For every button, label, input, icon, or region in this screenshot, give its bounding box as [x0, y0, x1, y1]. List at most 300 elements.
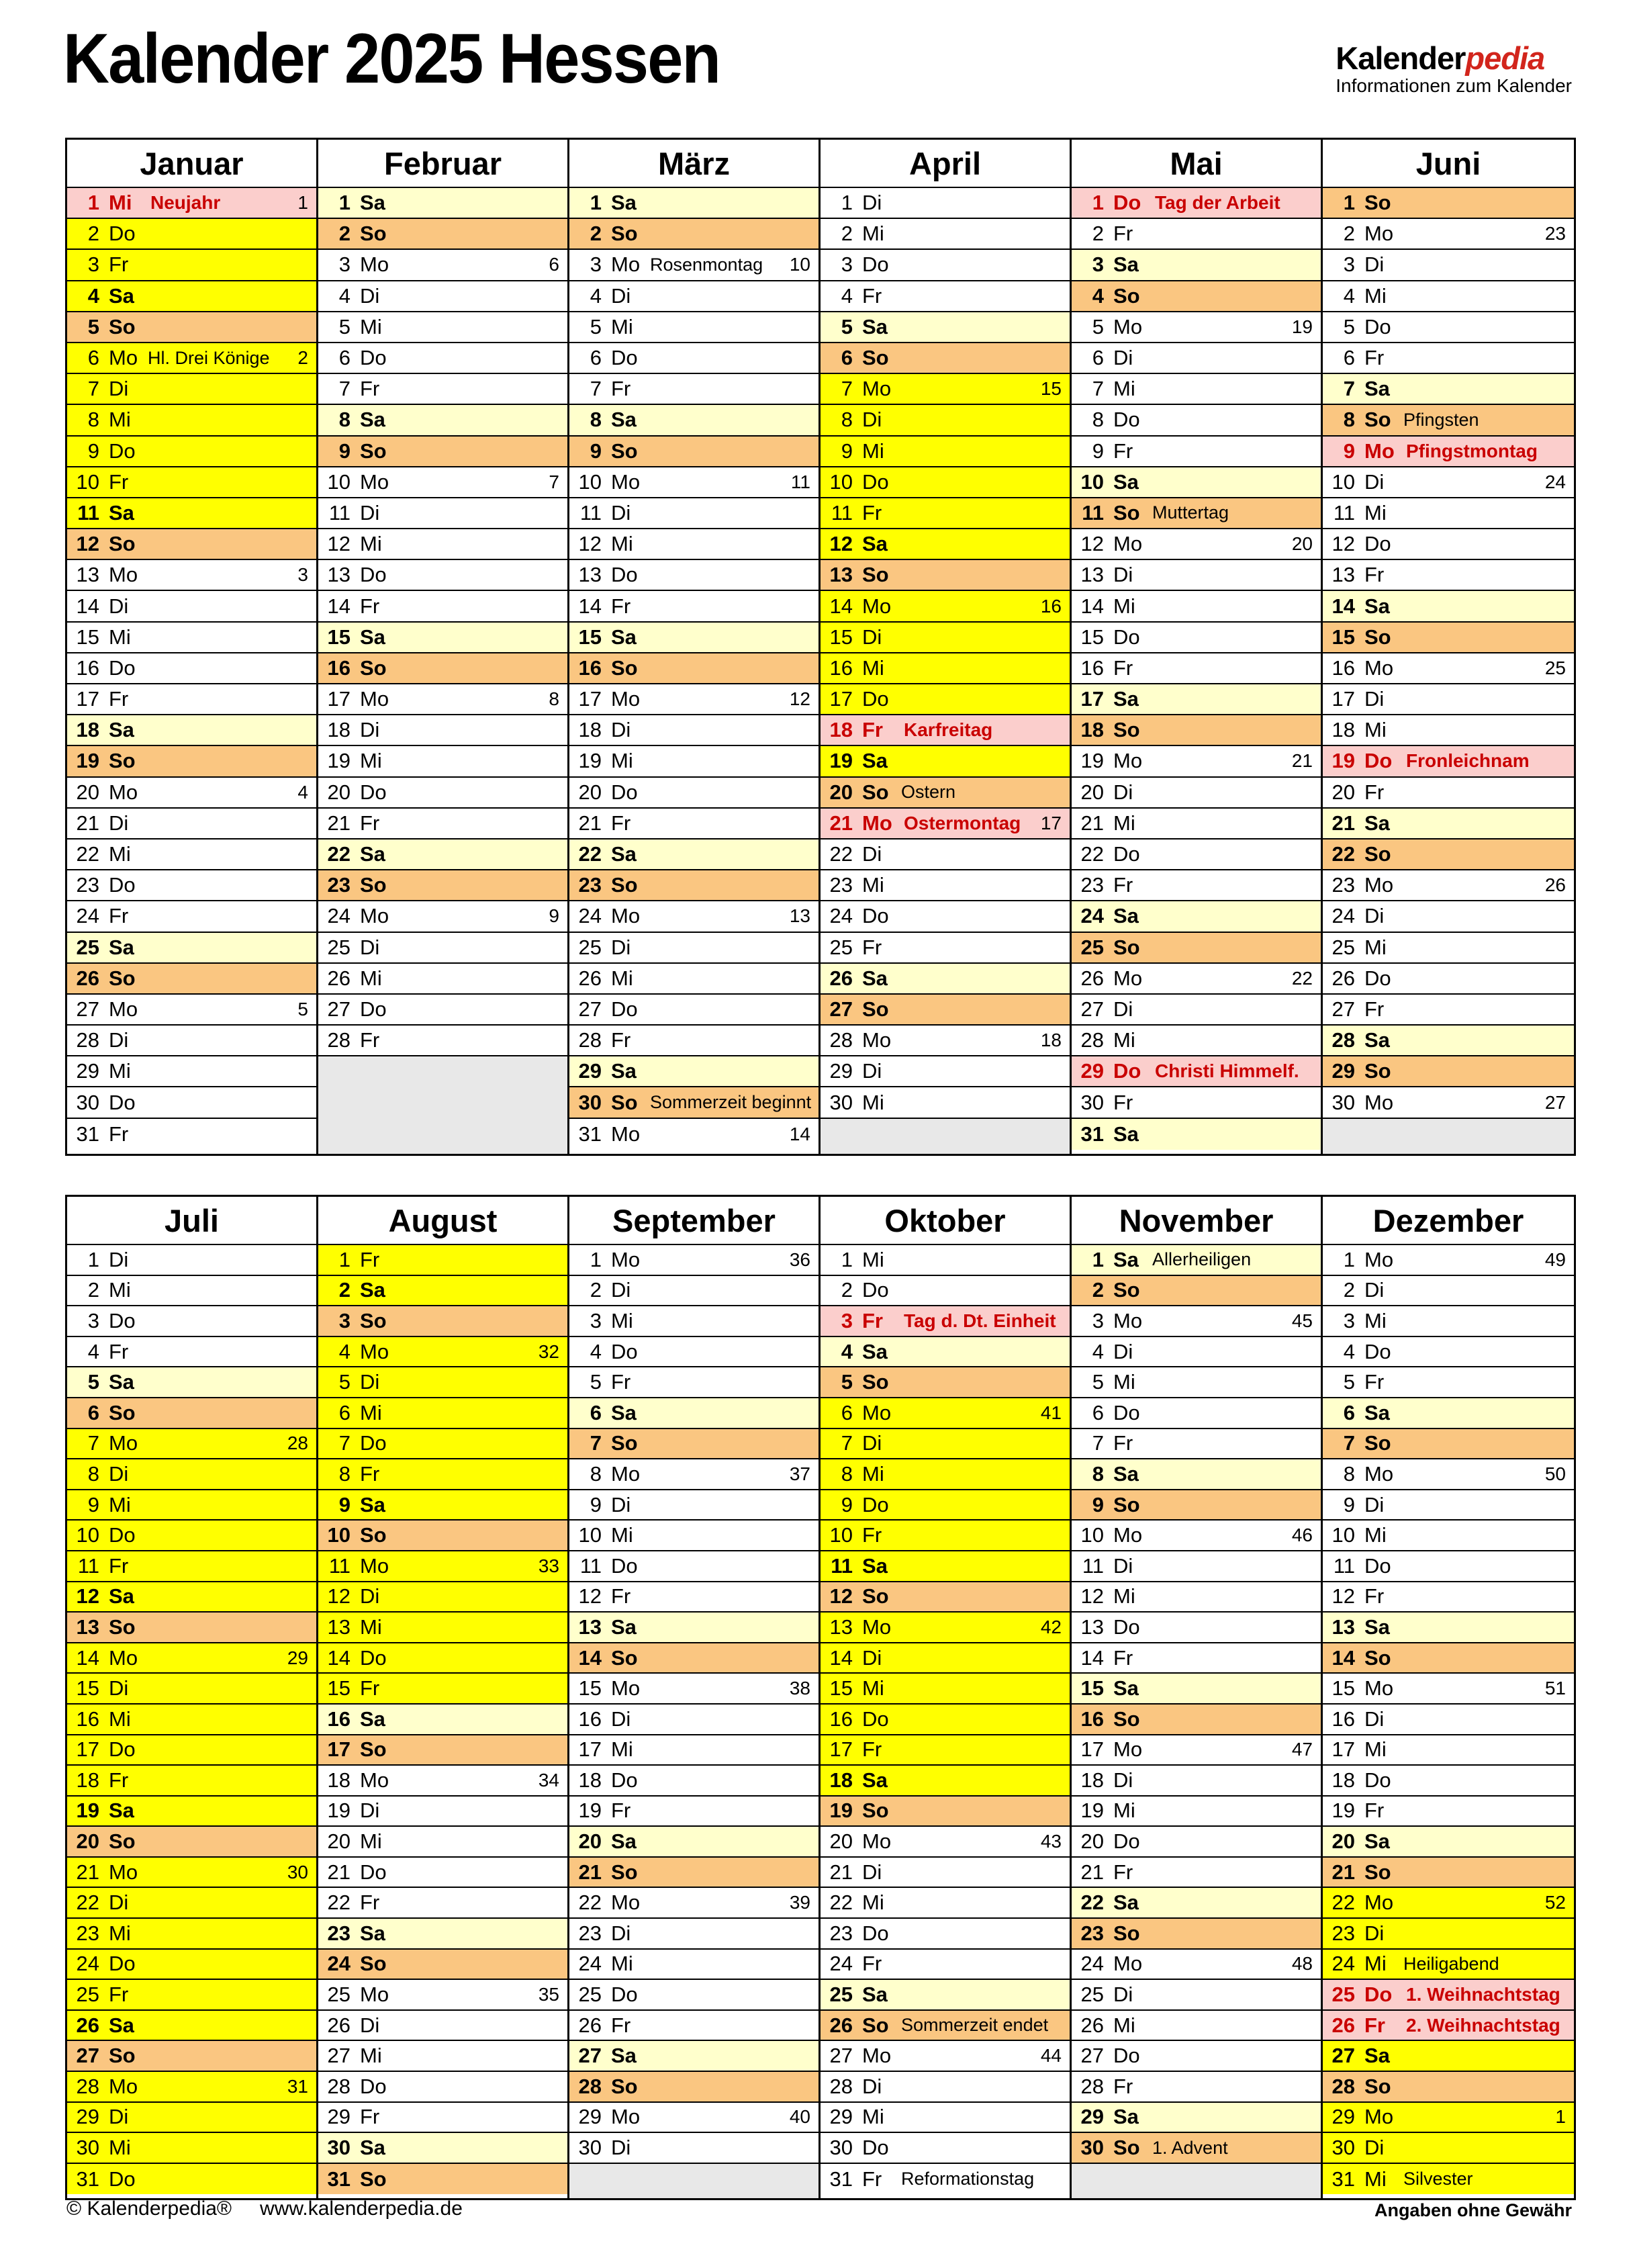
weekday-abbr: Mi [1364, 283, 1387, 308]
month-column-januar [67, 140, 318, 1154]
weekday-abbr: So [360, 1737, 387, 1762]
weekday-abbr: Sa [611, 408, 637, 432]
day-number: 24 [327, 904, 351, 928]
weekday-abbr: Do [109, 1308, 136, 1332]
day-row [569, 312, 819, 343]
day-number: 17 [327, 1737, 351, 1762]
day-row [67, 219, 316, 250]
weekday-abbr: Di [1364, 1921, 1385, 1945]
weekday-abbr: Mi [109, 1278, 131, 1302]
weekday-abbr: Mo [109, 2074, 138, 2098]
day-number: 18 [327, 718, 351, 742]
day-number: 29 [829, 1059, 853, 1083]
weekday-abbr: Sa [611, 842, 637, 866]
day-number: 15 [327, 1676, 351, 1700]
day-number: 21 [1080, 811, 1104, 835]
weekday-abbr: Mi [360, 314, 382, 338]
day-number: 4 [590, 1339, 602, 1363]
day-row [1072, 995, 1321, 1026]
day-row [67, 623, 316, 653]
weekday-abbr: So [1113, 1921, 1140, 1945]
day-number: 2 [1343, 222, 1355, 246]
day-number: 13 [327, 563, 351, 587]
month-header: Juli [67, 1197, 316, 1245]
day-number: 2 [338, 1278, 351, 1302]
weekday-abbr: Sa [1364, 1615, 1390, 1639]
day-number: 3 [590, 1308, 602, 1332]
day-row [1323, 188, 1574, 219]
day-number: 19 [829, 1799, 853, 1823]
day-number: 2 [590, 222, 602, 246]
day-number: 23 [578, 873, 602, 897]
weekday-abbr: Di [1364, 2136, 1385, 2160]
weekday-abbr: Mi [109, 1059, 131, 1083]
day-number: 2 [1343, 1278, 1355, 1302]
weekday-abbr: Fr [862, 1737, 882, 1762]
day-number: 25 [76, 935, 99, 959]
day-number: 9 [87, 439, 99, 463]
day-row [318, 1674, 567, 1705]
weekday-abbr: Do [109, 873, 136, 897]
weekday-abbr: Do [1113, 408, 1140, 432]
day-row [569, 219, 819, 250]
day-number: 10 [1332, 1523, 1355, 1547]
day-row [318, 2041, 567, 2072]
day-number: 28 [327, 2074, 351, 2098]
day-number: 15 [829, 1676, 853, 1700]
weekday-abbr: Do [862, 253, 889, 277]
day-row [1323, 1026, 1574, 1056]
day-number: 21 [578, 1860, 602, 1884]
day-row [1072, 1119, 1321, 1150]
day-number: 9 [338, 1492, 351, 1516]
day-number: 17 [578, 687, 602, 711]
weekday-abbr: Mi [1364, 1952, 1387, 1976]
weekday-abbr: Mi [109, 2136, 131, 2160]
weekday-abbr: Mi [109, 1707, 131, 1731]
day-row [569, 1980, 819, 2011]
day-number: 7 [338, 1431, 351, 1455]
weekday-abbr: Do [360, 2074, 387, 2098]
day-row [1323, 281, 1574, 312]
day-row [1072, 2133, 1321, 2164]
weekday-abbr: Mo [360, 1768, 389, 1792]
day-number: 27 [578, 2044, 602, 2068]
day-number: 21 [76, 811, 99, 835]
day-number: 12 [1332, 532, 1355, 556]
day-row [569, 746, 819, 777]
weekday-abbr: Mo [862, 811, 892, 835]
day-row [1323, 1429, 1574, 1460]
day-number: 27 [76, 997, 99, 1021]
day-row [1072, 1398, 1321, 1429]
day-number: 14 [829, 594, 853, 618]
day-number: 23 [829, 1921, 853, 1945]
weekday-abbr: Sa [862, 749, 888, 773]
day-number: 16 [1080, 655, 1104, 680]
day-row [569, 995, 819, 1026]
day-number: 30 [578, 1090, 602, 1114]
day-row [821, 219, 1070, 250]
day-number: 26 [578, 2013, 602, 2037]
day-row [67, 1245, 316, 1276]
day-number: 19 [1332, 1799, 1355, 1823]
day-row [569, 1398, 819, 1429]
week-number: 9 [549, 905, 559, 927]
day-number: 22 [1080, 1891, 1104, 1915]
day-row [1072, 437, 1321, 467]
day-number: 24 [327, 1952, 351, 1976]
day-number: 3 [590, 253, 602, 277]
weekday-abbr: Sa [360, 1921, 385, 1945]
weekday-abbr: Mo [360, 469, 389, 494]
weekday-abbr: Mi [1113, 1799, 1135, 1823]
day-row [821, 1735, 1070, 1766]
day-number: 21 [578, 811, 602, 835]
weekday-abbr: So [611, 1860, 638, 1884]
day-number: 30 [829, 2136, 853, 2160]
weekday-abbr: Sa [1113, 1891, 1139, 1915]
day-number: 27 [1332, 997, 1355, 1021]
weekday-abbr: Mo [1364, 1676, 1394, 1700]
weekday-abbr: Mo [611, 469, 641, 494]
day-number: 20 [578, 780, 602, 804]
weekday-abbr: Fr [360, 1676, 380, 1700]
weekday-abbr: Mo [862, 1400, 892, 1424]
day-number: 9 [1343, 439, 1355, 463]
weekday-abbr: Mo [611, 1247, 641, 1271]
day-number: 7 [1343, 377, 1355, 401]
day-row [318, 1919, 567, 1950]
day-row [821, 623, 1070, 653]
day-row [1323, 2011, 1574, 2042]
weekday-abbr: Fr [109, 1768, 129, 1792]
weekday-abbr: Di [611, 935, 631, 959]
week-number: 39 [789, 1892, 810, 1913]
week-number: 7 [549, 471, 559, 492]
day-row [318, 2103, 567, 2134]
weekday-abbr: Mo [1113, 1737, 1143, 1762]
day-row [821, 2041, 1070, 2072]
week-number: 36 [789, 1249, 810, 1270]
day-number: 30 [1332, 2136, 1355, 2160]
weekday-abbr: Mo [1364, 222, 1394, 246]
day-number: 14 [578, 594, 602, 618]
day-row [569, 1490, 819, 1521]
day-row [1323, 1490, 1574, 1521]
day-row [67, 281, 316, 312]
day-row [1323, 1858, 1574, 1889]
day-number: 19 [1332, 749, 1355, 773]
day-row [318, 933, 567, 964]
day-number: 21 [76, 1860, 99, 1884]
weekday-abbr: Sa [1113, 1676, 1139, 1700]
day-number: 19 [76, 749, 99, 773]
day-row [1072, 1919, 1321, 1950]
day-row [821, 1490, 1070, 1521]
day-number: 10 [578, 1523, 602, 1547]
day-number: 27 [327, 997, 351, 1021]
day-row [1323, 901, 1574, 932]
weekday-abbr: Do [611, 1553, 638, 1578]
logo-wordmark [1336, 42, 1572, 75]
weekday-abbr: Fr [360, 1891, 380, 1915]
weekday-abbr: Mo [109, 1645, 138, 1670]
day-row [67, 901, 316, 932]
day-row [67, 2011, 316, 2042]
weekday-abbr: So [862, 2013, 889, 2037]
weekday-abbr: Sa [611, 625, 637, 649]
weekday-abbr: Di [360, 1584, 380, 1608]
weekday-abbr: Di [862, 625, 882, 649]
day-row [1323, 1766, 1574, 1797]
weekday-abbr: Do [109, 439, 136, 463]
day-number: 22 [1332, 842, 1355, 866]
day-number: 9 [590, 439, 602, 463]
day-number: 11 [831, 500, 853, 525]
day-number: 15 [1080, 625, 1104, 649]
weekday-abbr: So [109, 966, 136, 990]
day-row [1072, 560, 1321, 591]
day-number: 6 [841, 346, 853, 370]
day-number: 25 [1332, 1983, 1355, 2007]
weekday-abbr: Mi [1113, 1028, 1135, 1052]
day-row [1323, 437, 1574, 467]
weekday-abbr: Di [1364, 1492, 1385, 1516]
weekday-abbr: So [611, 1431, 638, 1455]
day-number: 12 [1080, 1584, 1104, 1608]
day-row [1072, 746, 1321, 777]
weekday-abbr: Do [611, 1339, 638, 1363]
day-number: 27 [1080, 997, 1104, 1021]
day-number: 2 [841, 222, 853, 246]
day-number: 9 [1092, 439, 1104, 463]
day-number: 22 [76, 842, 99, 866]
weekday-abbr: Fr [1113, 439, 1133, 463]
week-number: 11 [790, 471, 810, 492]
day-row [1323, 995, 1574, 1026]
day-number: 20 [1080, 780, 1104, 804]
website-link[interactable]: www.kalenderpedia.de [260, 2197, 463, 2220]
day-row [1323, 653, 1574, 684]
day-number: 22 [1332, 1891, 1355, 1915]
day-number: 10 [829, 1523, 853, 1547]
day-row [1323, 1643, 1574, 1674]
day-number: 31 [1080, 1122, 1104, 1146]
weekday-abbr: Fr [360, 594, 380, 618]
weekday-abbr: Mi [109, 1921, 131, 1945]
day-row [569, 1735, 819, 1766]
day-row [318, 653, 567, 684]
day-number: 23 [1332, 873, 1355, 897]
day-row [318, 623, 567, 653]
weekday-abbr: Sa [611, 2044, 637, 2068]
day-row [67, 1337, 316, 1368]
day-number: 11 [1082, 1553, 1104, 1578]
weekday-abbr: Mi [611, 1952, 633, 1976]
day-row [821, 2164, 1070, 2195]
weekday-abbr: Do [109, 655, 136, 680]
day-number: 3 [841, 253, 853, 277]
weekday-abbr: Fr [360, 1028, 380, 1052]
weekday-abbr: Di [1113, 1983, 1133, 2007]
weekday-abbr: Sa [1113, 2105, 1139, 2129]
day-number: 30 [578, 2136, 602, 2160]
weekday-abbr: Di [109, 1676, 129, 1700]
weekday-abbr: Mo [1364, 1461, 1394, 1486]
week-number: 4 [297, 781, 308, 803]
day-number: 12 [327, 1584, 351, 1608]
day-row [67, 684, 316, 715]
day-row [569, 405, 819, 436]
day-row [569, 1087, 819, 1118]
day-number: 20 [327, 1829, 351, 1854]
day-number: 8 [841, 1461, 853, 1486]
weekday-abbr: Mo [1113, 1523, 1143, 1547]
day-number: 6 [1343, 346, 1355, 370]
holiday-note: Fronleichnam [1406, 750, 1530, 772]
day-row [821, 901, 1070, 932]
day-row [1072, 343, 1321, 374]
weekday-abbr: Do [1364, 966, 1391, 990]
weekday-abbr: Do [360, 997, 387, 1021]
day-row [67, 1950, 316, 1981]
week-number: 22 [1291, 967, 1313, 989]
day-number: 24 [829, 904, 853, 928]
weekday-abbr: Fr [1364, 346, 1385, 370]
day-row [569, 840, 819, 870]
weekday-abbr: Mo [360, 1983, 389, 2007]
month-column-mai [1072, 140, 1323, 1154]
weekday-abbr: Di [360, 2013, 380, 2037]
month-header: Oktober [821, 1197, 1070, 1245]
day-number: 10 [76, 469, 99, 494]
weekday-abbr: Sa [862, 1768, 888, 1792]
weekday-abbr: Fr [862, 1523, 882, 1547]
day-number: 4 [1092, 283, 1104, 308]
day-number: 31 [829, 2167, 853, 2191]
day-row [1072, 1337, 1321, 1368]
weekday-abbr: Do [1364, 749, 1393, 773]
day-number: 8 [87, 408, 99, 432]
day-row [1072, 1643, 1321, 1674]
holiday-note: Hl. Drei Könige [148, 347, 270, 368]
day-number: 14 [1332, 1645, 1355, 1670]
day-row [569, 1337, 819, 1368]
day-row [1072, 933, 1321, 964]
weekday-abbr: Mi [611, 532, 633, 556]
day-row [67, 1521, 316, 1551]
day-number: 4 [1092, 1339, 1104, 1363]
weekday-abbr: Di [360, 283, 380, 308]
weekday-abbr: Do [611, 1768, 638, 1792]
weekday-abbr: Di [862, 1645, 882, 1670]
day-number: 12 [76, 1584, 99, 1608]
day-row [821, 995, 1070, 1026]
day-number: 28 [76, 1028, 99, 1052]
day-row [569, 1521, 819, 1551]
day-row [569, 1429, 819, 1460]
day-row [67, 1429, 316, 1460]
day-row [821, 2103, 1070, 2134]
weekday-abbr: So [1113, 500, 1140, 525]
day-number: 22 [578, 1891, 602, 1915]
day-number: 4 [87, 283, 99, 308]
copyright-text: © Kalenderpedia® [66, 2197, 232, 2220]
weekday-abbr: Mo [360, 687, 389, 711]
day-number: 5 [1343, 314, 1355, 338]
day-row [318, 1858, 567, 1889]
weekday-abbr: Mi [862, 222, 884, 246]
day-row [67, 746, 316, 777]
weekday-abbr: So [862, 780, 889, 804]
day-number: 20 [76, 780, 99, 804]
week-number: 37 [789, 1463, 810, 1484]
week-number: 28 [287, 1433, 308, 1454]
day-number: 10 [1332, 469, 1355, 494]
day-number: 24 [76, 1952, 99, 1976]
day-row [318, 809, 567, 840]
week-number: 16 [1040, 595, 1062, 617]
day-number: 20 [829, 1829, 853, 1854]
day-number: 8 [590, 1461, 602, 1486]
day-number: 6 [841, 1400, 853, 1424]
weekday-abbr: Mi [360, 532, 382, 556]
day-number: 1 [1092, 1247, 1104, 1271]
weekday-abbr: Fr [611, 1370, 631, 1394]
weekday-abbr: Mi [109, 408, 131, 432]
day-number: 24 [829, 1952, 853, 1976]
day-row [67, 591, 316, 622]
day-row [318, 870, 567, 901]
weekday-abbr: Sa [1113, 469, 1139, 494]
weekday-abbr: Fr [611, 811, 631, 835]
day-number: 1 [590, 1247, 602, 1271]
weekday-abbr: Mi [360, 1400, 382, 1424]
day-number: 11 [328, 500, 351, 525]
weekday-abbr: Sa [862, 1983, 888, 2007]
weekday-abbr: Fr [1113, 1645, 1133, 1670]
day-row [1072, 219, 1321, 250]
month-column-september [569, 1197, 821, 2198]
day-number: 3 [87, 253, 99, 277]
day-row [1072, 1521, 1321, 1551]
weekday-abbr: Mo [109, 780, 138, 804]
day-number: 4 [841, 283, 853, 308]
weekday-abbr: Di [1364, 469, 1385, 494]
day-number: 28 [578, 1028, 602, 1052]
day-row [821, 1674, 1070, 1705]
day-row [821, 1582, 1070, 1613]
day-row [821, 1858, 1070, 1889]
calendar-table-1 [65, 138, 1576, 1156]
day-row [1323, 250, 1574, 281]
weekday-abbr: So [1113, 283, 1140, 308]
day-row [318, 1026, 567, 1056]
holiday-note: Sommerzeit endet [901, 2015, 1049, 2036]
day-number: 3 [1343, 1308, 1355, 1332]
day-row [569, 933, 819, 964]
week-number: 48 [1291, 1953, 1313, 1975]
day-number: 8 [338, 408, 351, 432]
day-row [67, 2103, 316, 2134]
day-row [67, 1613, 316, 1643]
weekday-abbr: Mi [1113, 2013, 1135, 2037]
day-number: 8 [1343, 1461, 1355, 1486]
day-number: 11 [579, 500, 602, 525]
weekday-abbr: Sa [109, 500, 134, 525]
day-row [67, 498, 316, 529]
